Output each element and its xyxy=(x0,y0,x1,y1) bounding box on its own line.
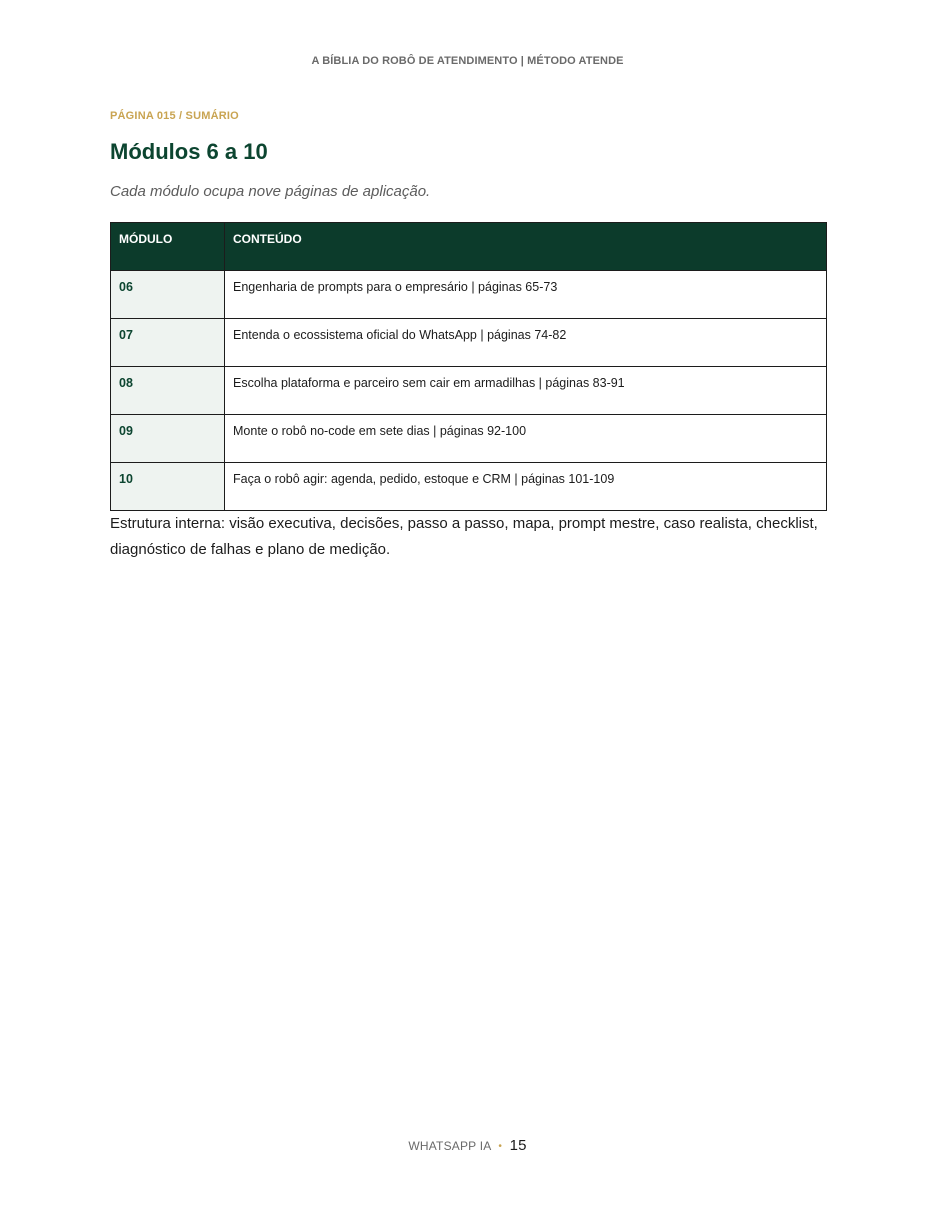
table-row xyxy=(111,319,827,367)
page-content xyxy=(110,110,830,563)
page-footer xyxy=(0,1137,935,1154)
module-number: 10 xyxy=(111,463,225,511)
page-subtitle: Cada módulo ocupa nove páginas de aplicação. xyxy=(110,183,431,200)
column-header-content: CONTEÚDO xyxy=(225,223,827,271)
footer-separator: • xyxy=(498,1141,503,1152)
module-content: Entenda o ecossistema oficial do WhatsApp | páginas 74-82 xyxy=(225,319,827,367)
table-row xyxy=(111,463,827,511)
page-title: Módulos 6 a 10 xyxy=(110,139,268,164)
module-number: 08 xyxy=(111,367,225,415)
module-content: Engenharia de prompts para o empresário | páginas 65-73 xyxy=(225,271,827,319)
module-number: 07 xyxy=(111,319,225,367)
table-row xyxy=(111,271,827,319)
module-number: 06 xyxy=(111,271,225,319)
table-row xyxy=(111,367,827,415)
module-content: Escolha plataforma e parceiro sem cair em armadilhas | páginas 83-91 xyxy=(225,367,827,415)
modules-table xyxy=(110,222,827,511)
footer-label: WHATSAPP IA xyxy=(408,1139,491,1153)
table-row xyxy=(111,415,827,463)
module-content: Faça o robô agir: agenda, pedido, estoque e CRM | páginas 101-109 xyxy=(225,463,827,511)
page-number: 15 xyxy=(509,1137,527,1154)
module-content: Monte o robô no-code em sete dias | páginas 92-100 xyxy=(225,415,827,463)
module-number: 09 xyxy=(111,415,225,463)
column-header-module: MÓDULO xyxy=(111,223,225,271)
running-header: A BÍBLIA DO ROBÔ DE ATENDIMENTO | MÉTODO ATENDE xyxy=(311,55,624,67)
structure-note: Estrutura interna: visão executiva, decisões, passo a passo, mapa, prompt mestre, caso realista, checklist, diagnóstico de falhas e plano de medição. xyxy=(110,515,818,558)
table-header-row xyxy=(111,223,827,271)
section-kicker: PÁGINA 015 / SUMÁRIO xyxy=(110,110,239,122)
